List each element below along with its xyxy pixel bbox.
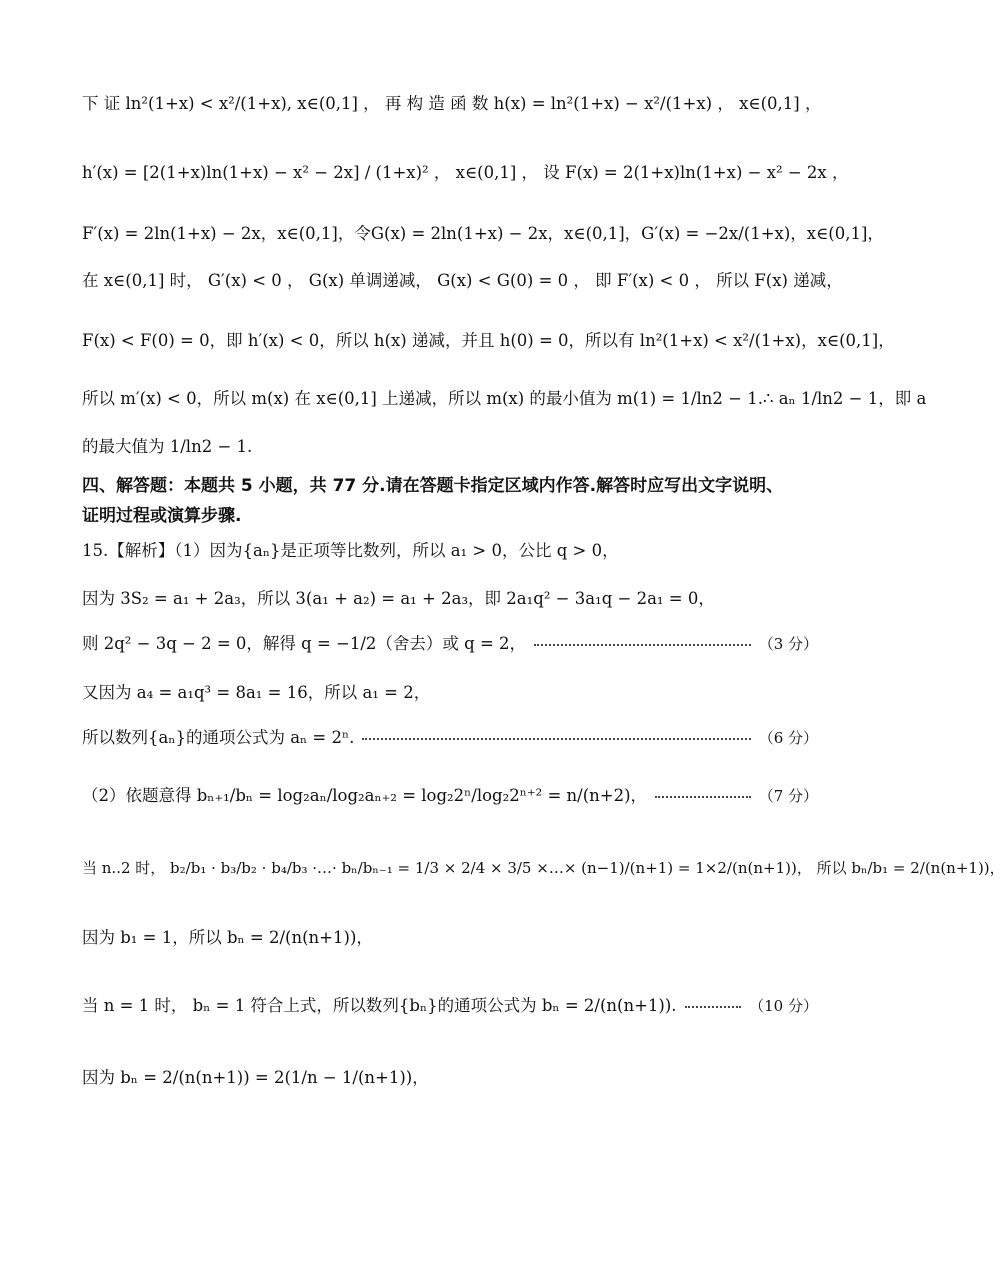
text-line-11: 因为 3S₂ = a₁ + 2a₃，所以 3(a₁ + a₂) = a₁ + 2a₃，即 2a₁q² − 3a₁q − 2a₁ = 0， (82, 589, 715, 608)
dot-leader (362, 738, 750, 740)
text-line-19: 因为 bₙ = 2/(n(n+1)) = 2(1/n − 1/(n+1))， (82, 1068, 429, 1087)
equation-text: （2）依题意得 bₙ₊₁/bₙ = log₂aₙ/log₂aₙ₊₂ = log₂2ⁿ/log₂2ⁿ⁺² = n/(n+2)， (82, 786, 648, 805)
text-line-6: 所以 m′(x) < 0，所以 m(x) 在 x∈(0,1] 上递减，所以 m(x) 的最小值为 m(1) = 1/ln2 − 1.∴ aₙ 1/ln2 − 1，即 a (82, 389, 927, 408)
text-line-18 (82, 995, 818, 1017)
equation-text: 当 n = 1 时， bₙ = 1 符合上式，所以数列{bₙ}的通项公式为 bₙ = 2/(n(n+1)). (82, 996, 677, 1015)
text-line-15 (82, 785, 818, 807)
text-line-14 (82, 727, 818, 749)
score-label: （6 分） (758, 729, 818, 747)
text-line-3: F′(x) = 2ln(1+x) − 2x，x∈(0,1]，令G(x) = 2ln(1+x) − 2x，x∈(0,1]，G′(x) = −2x/(1+x)，x∈(0,1]， (82, 224, 884, 243)
text-line-7: 的最大值为 1/ln2 − 1. (82, 437, 253, 456)
text-line-17: 因为 b₁ = 1，所以 bₙ = 2/(n(n+1))， (82, 928, 373, 947)
score-label: （3 分） (758, 635, 818, 653)
text-line-4: 在 x∈(0,1] 时， G′(x) < 0 ， G(x) 单调递减， G(x) < G(0) = 0 ， 即 F′(x) < 0 ， 所以 F(x) 递减， (82, 271, 843, 290)
text-line-5: F(x) < F(0) = 0，即 h′(x) < 0，所以 h(x) 递减，并且 h(0) = 0，所以有 ln²(1+x) < x²/(1+x)，x∈(0,1]， (82, 331, 895, 350)
dot-leader (685, 1006, 742, 1008)
text-line-16: 当 n..2 时， b₂/b₁ · b₃/b₂ · b₄/b₃ ·…· bₙ/bₙ₋₁ = 1/3 × 2/4 × 3/5 ×…× (n−1)/(n+1) = 1×2/(n(n+1))， 所以 bₙ/b₁ = 2/(n(n+1))， (82, 859, 1005, 877)
score-label: （7 分） (758, 787, 818, 805)
text-line-1: 下 证 ln²(1+x) < x²/(1+x), x∈(0,1] ， 再 构 造 函 数 h(x) = ln²(1+x) − x²/(1+x) ， x∈(0,1] ， (82, 94, 822, 113)
text-line-2: h′(x) = [2(1+x)ln(1+x) − x² − 2x] / (1+x)² ， x∈(0,1] ， 设 F(x) = 2(1+x)ln(1+x) − x² − 2x ， (82, 163, 849, 182)
section-heading-cont: 证明过程或演算步骤. (82, 506, 242, 526)
text-line-12 (82, 633, 818, 655)
equation-text: 则 2q² − 3q − 2 = 0，解得 q = −1/2（舍去）或 q = 2， (82, 634, 527, 653)
dot-leader (655, 796, 751, 798)
score-label: （10 分） (749, 997, 818, 1015)
equation-text: 所以数列{aₙ}的通项公式为 aₙ = 2ⁿ. (82, 728, 355, 747)
section-heading: 四、解答题：本题共 5 小题，共 77 分.请在答题卡指定区域内作答.解答时应写出文字说明、 (82, 476, 784, 496)
dot-leader (534, 644, 751, 646)
text-line-15-intro: 15.【解析】（1）因为{aₙ}是正项等比数列，所以 a₁ > 0，公比 q > 0， (82, 541, 619, 560)
text-line-13: 又因为 a₄ = a₁q³ = 8a₁ = 16，所以 a₁ = 2， (82, 683, 431, 702)
